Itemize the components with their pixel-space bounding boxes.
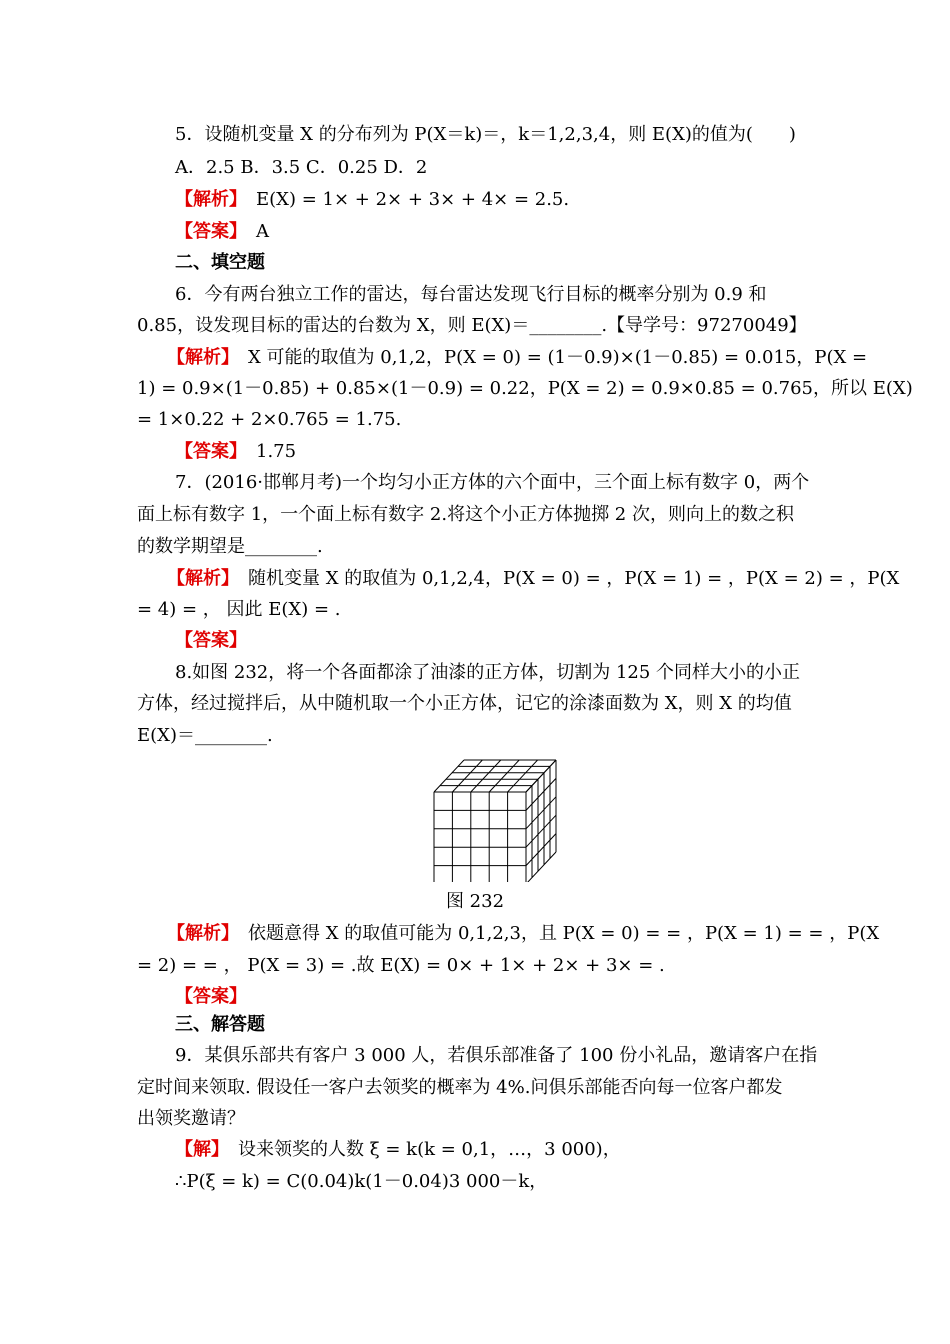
q8-analysis-line2: = 2) = = ， P(X = 3) = .故 E(X) = 0× + 1× + 2× + 3× = . — [137, 955, 665, 976]
cube-grid-line — [526, 834, 556, 866]
cube-grid-line — [489, 760, 519, 792]
cube-grid-line — [526, 760, 556, 792]
q6-analysis-line3: = 1×0.22 + 2×0.765 = 1.75. — [137, 409, 402, 430]
q6-stem-line2: 0.85，设发现目标的雷达的台数为 X，则 E(X)＝________.【导学号：97270049】 — [137, 315, 807, 336]
section-fill-blank: 二、填空题 — [175, 252, 265, 273]
q8-analysis-line1: 【解析】 依题意得 X 的取值可能为 0,1,2,3，且 P(X = 0) = = ，P(X = 1) = = ，P(X — [167, 923, 880, 944]
q6-analysis-line1: 【解析】 X 可能的取值为 0,1,2，P(X = 0) = (1－0.9)×(1－0.85) = 0.015，P(X = — [167, 347, 868, 368]
figure-caption: 图 232 — [445, 891, 505, 912]
cube-grid-line — [526, 815, 556, 847]
q5-stem: 5．设随机变量 X 的分布列为 P(X＝k)＝，k＝1,2,3,4，则 E(X)的值为( ) — [175, 124, 796, 145]
q5-answer: 【答案】 A — [175, 221, 269, 242]
cube-grid-line — [508, 760, 538, 792]
q8-stem-line3: E(X)＝________. — [137, 725, 273, 746]
q6-stem-line1: 6．今有两台独立工作的雷达，每台雷达发现飞行目标的概率分别为 0.9 和 — [175, 284, 767, 305]
cube-grid-line — [434, 760, 464, 792]
cube-grid-line — [471, 760, 501, 792]
q9-stem-line1: 9．某俱乐部共有客户 3 000 人，若俱乐部准备了 100 份小礼品，邀请客户在指 — [175, 1045, 818, 1066]
q7-answer: 【答案】 — [175, 630, 247, 651]
q8-answer: 【答案】 — [175, 986, 247, 1007]
q7-stem-line2: 面上标有数字 1，一个面上标有数字 2.将这个小正方体抛掷 2 次，则向上的数之积 — [137, 504, 794, 525]
cube-grid-line — [526, 797, 556, 829]
q5-analysis: 【解析】 E(X) = 1× + 2× + 3× + 4× = 2.5. — [175, 189, 570, 210]
q9-solution-line2: ∴P(ξ = k) = C(0.04)k(1－0.04)3 000－k， — [175, 1171, 548, 1192]
q9-solution-line1: 【解】 设来领奖的人数 ξ = k(k = 0,1，…，3 000)， — [175, 1139, 621, 1160]
q7-analysis-line2: = 4) = ， 因此 E(X) = . — [137, 599, 341, 620]
q7-stem-line1: 7．(2016·邯郸月考)一个均匀小正方体的六个面中，三个面上标有数字 0，两个 — [175, 472, 810, 493]
q6-analysis-line2: 1) = 0.9×(1－0.85) + 0.85×(1－0.9) = 0.22，P(X = 2) = 0.9×0.85 = 0.765，所以 E(X) — [137, 378, 913, 399]
q9-stem-line3: 出领奖邀请？ — [137, 1108, 245, 1129]
section-solve: 三、解答题 — [175, 1014, 265, 1035]
cube-grid-line — [526, 778, 556, 810]
q8-stem-line2: 方体，经过搅拌后，从中随机取一个小正方体，记它的涂漆面数为 X，则 X 的均值 — [137, 693, 792, 714]
q7-analysis-line1: 【解析】 随机变量 X 的取值为 0,1,2,4，P(X = 0) = ，P(X = 1) = ，P(X = 2) = ，P(X — [167, 568, 900, 589]
cube-grid-line — [526, 852, 556, 882]
q5-options: A．2.5 B．3.5 C．0.25 D．2 — [175, 157, 428, 178]
cube-figure — [432, 758, 558, 882]
q8-stem-line1: 8.如图 232，将一个各面都涂了油漆的正方体，切割为 125 个同样大小的小正 — [175, 662, 801, 683]
q7-stem-line3: 的数学期望是________. — [137, 536, 323, 557]
q9-stem-line2: 定时间来领取. 假设任一客户去领奖的概率为 4%.问俱乐部能否向每一位客户都发 — [137, 1077, 783, 1098]
cube-grid-line — [452, 760, 482, 792]
q6-answer: 【答案】 1.75 — [175, 441, 297, 462]
